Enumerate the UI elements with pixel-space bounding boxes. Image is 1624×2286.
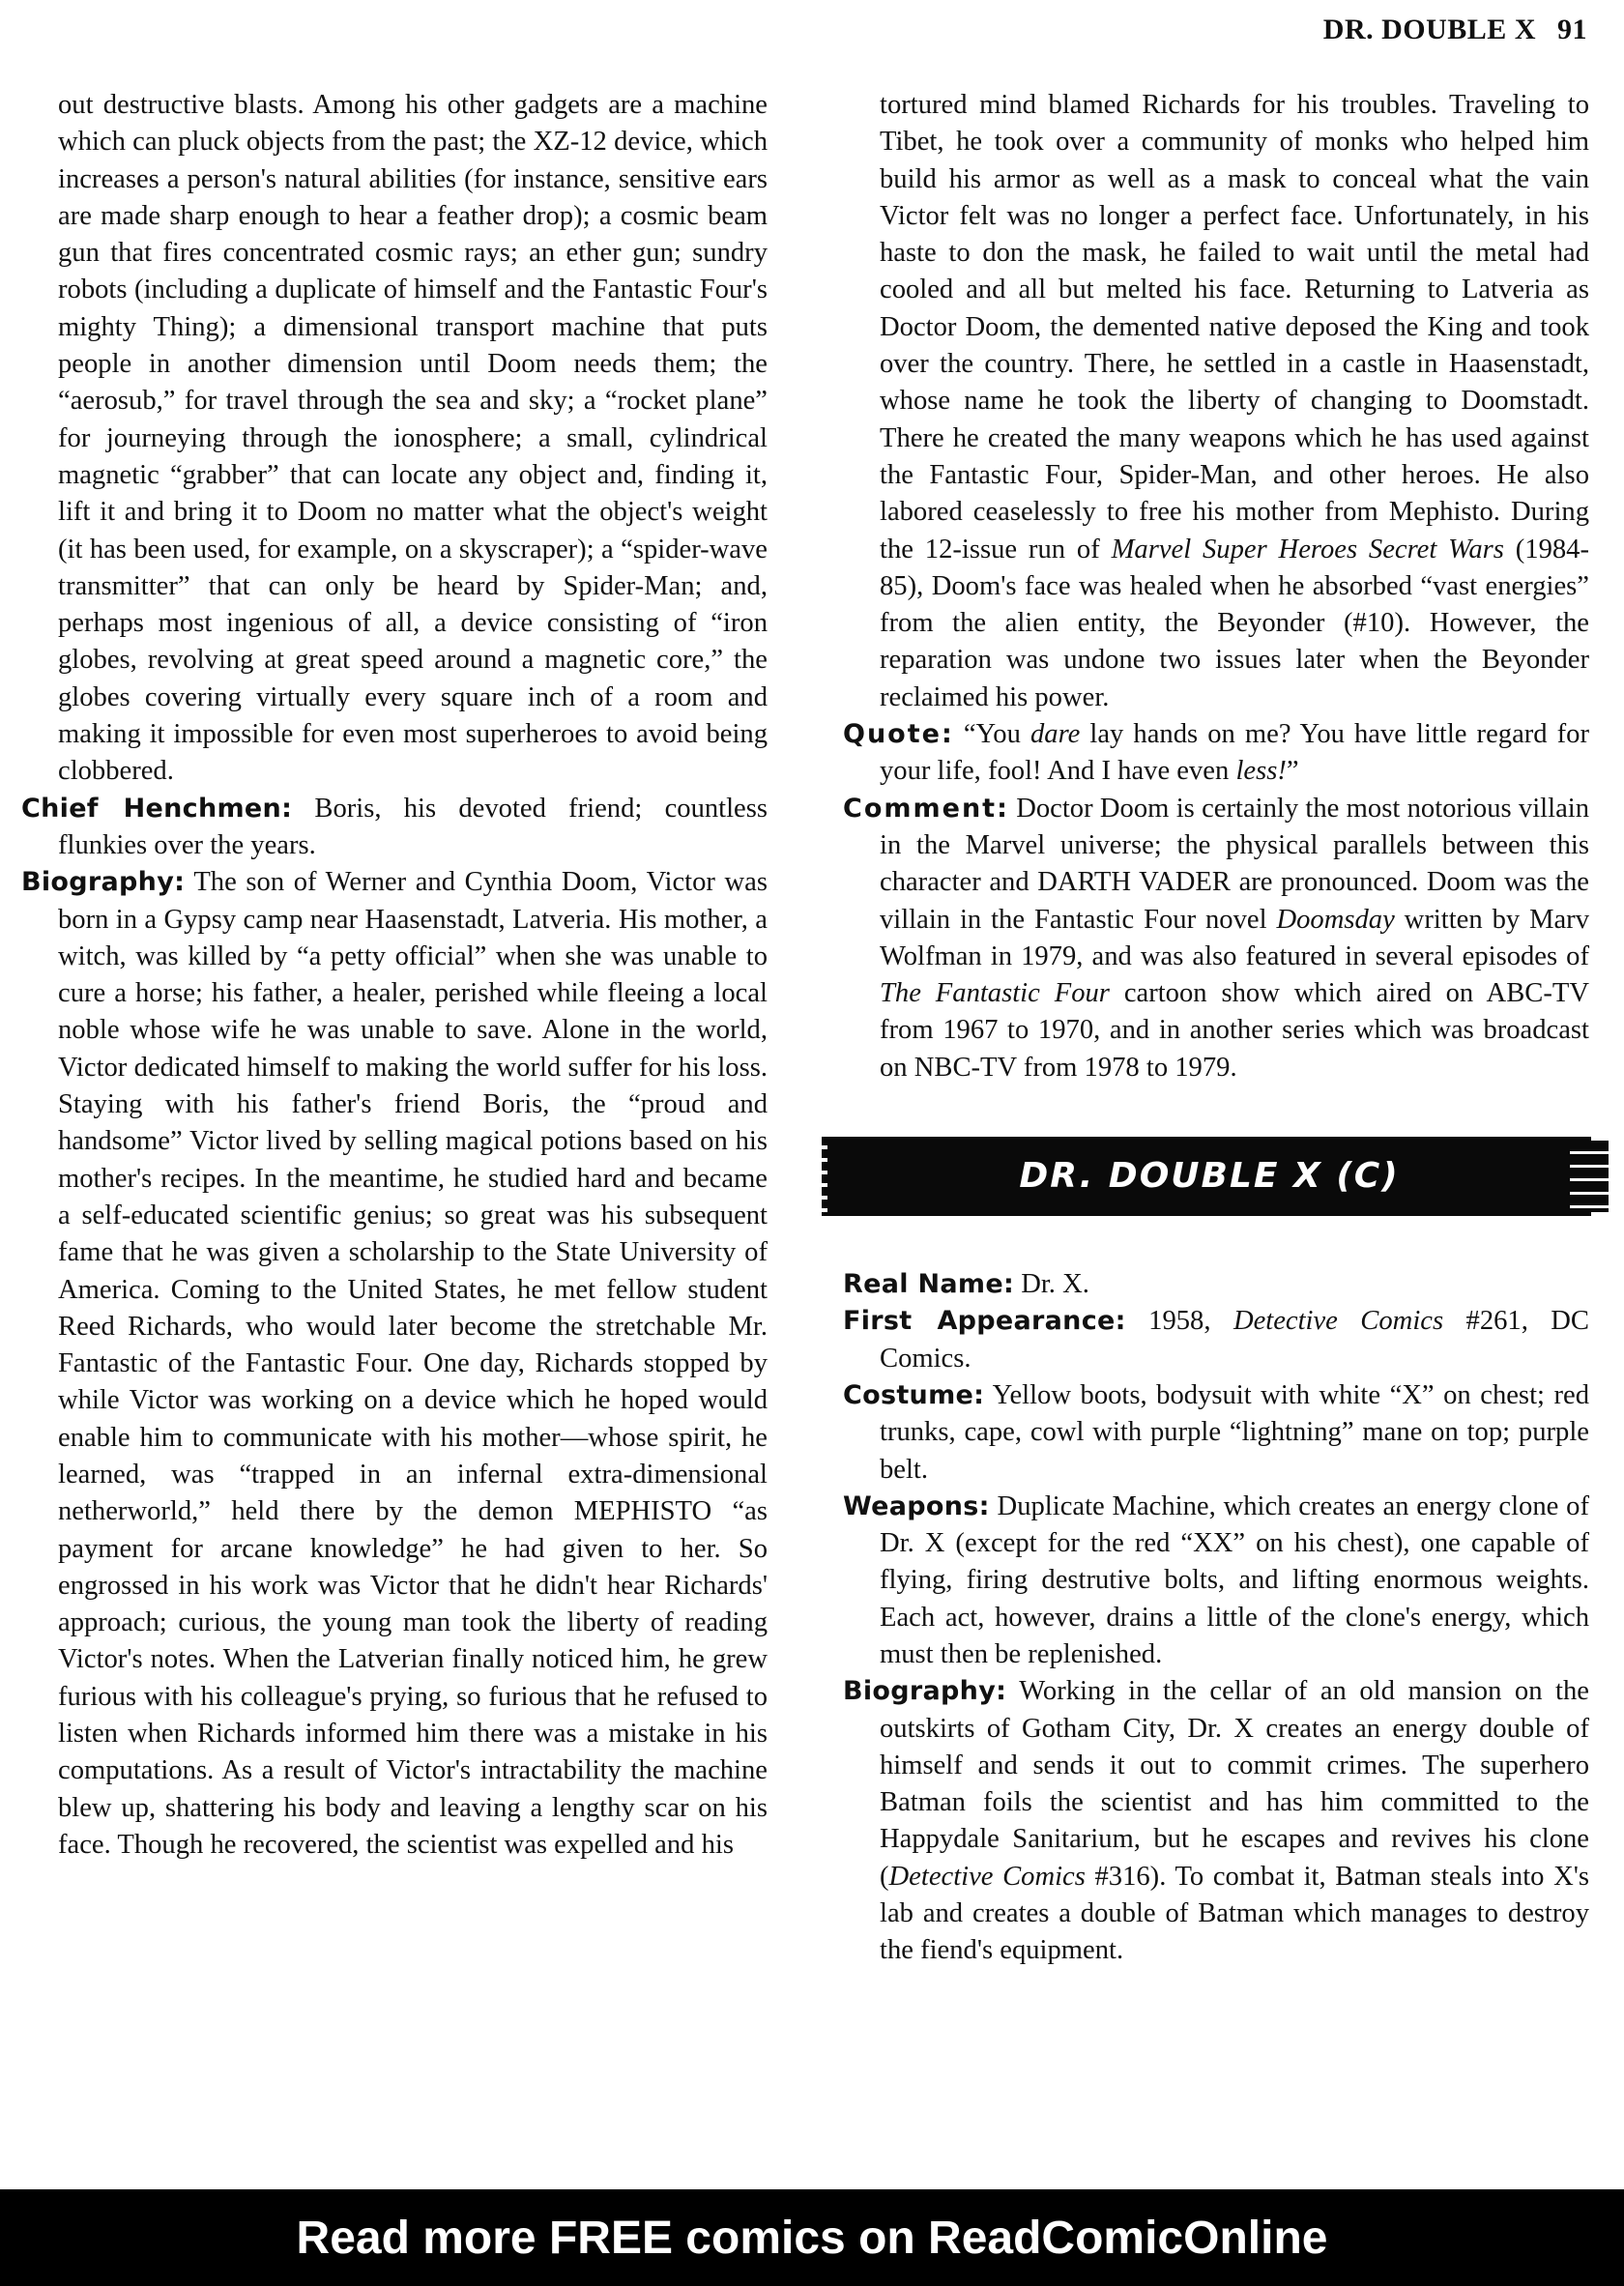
gadgets-continued-text: out destructive blasts. Among his other gadgets are a machine which can pluck objects from the past; the XZ-12 device, which increases a person's natural abilities (for instance, sensitive ears are made sharp enough to hear a feather drop); a cosmic beam gun that fires concentrated cosmic rays; an ether gun; sundry robots (including a duplicate of himself and the Fantastic Four's mighty Thing); a dimensional transport machine that puts people in another dimension until Doom needs them; the “aerosub,” for travel through the sea and sky; a “rocket plane” for journeying through the ionosphere; a small, cylindrical magnetic “grabber” that can locate any object and, finding it, lift it and bring it to Doom no matter what the object's weight (it has been used, for example, on a skyscraper); a “spider-wave transmitter” that can only be heard by Spider-Man; and, perhaps most ingenious of all, a device consisting of “iron globes, revolving at great speed around a magnetic core,” the globes covering virtually every square inch of a room and making it impossible for even most superheroes to avoid being clobbered. bbox=[58, 90, 768, 787]
brush-stroke-right bbox=[1570, 1141, 1609, 1212]
page-number: 91 bbox=[1557, 14, 1587, 45]
weapons-entry bbox=[843, 1489, 1589, 1673]
first-appearance-text: 1958, Detective Comics #261, DC Comics. bbox=[880, 1306, 1590, 1374]
chief-henchmen-text: Boris, his devoted friend; countless flunkies over the years. bbox=[58, 793, 768, 860]
dr-x-biography-entry bbox=[843, 1673, 1589, 1969]
dr-x-biography-label: Biography: bbox=[843, 1676, 1007, 1707]
italic-title: Detective Comics bbox=[888, 1861, 1086, 1892]
entry-title: DR. DOUBLE X (C) bbox=[1019, 1155, 1400, 1196]
weapons-label: Weapons: bbox=[843, 1490, 990, 1521]
first-appearance-label: First Appearance: bbox=[843, 1306, 1126, 1337]
footer-banner[interactable] bbox=[0, 2189, 1624, 2286]
entry-banner bbox=[843, 1119, 1589, 1245]
italic-title: Detective Comics bbox=[1232, 1306, 1444, 1337]
footer-link-text[interactable]: Read more FREE comics on ReadComicOnline bbox=[296, 2212, 1328, 2264]
running-head-title: DR. DOUBLE X bbox=[1322, 14, 1536, 45]
comment-label: Comment: bbox=[843, 793, 1009, 824]
comment-text: Doctor Doom is certainly the most notorious villain in the Marvel universe; the physical parallels between this character and DARTH VADER are pronounced. Doom was the villain in the Fantastic Four novel Doomsday written by Marv Wolfman in 1979, and was also featured in several episodes of The Fantastic Four cartoon show which aired on ABC-TV from 1967 to 1970, and in another series which was broadcast on NBC-TV from 1978 to 1979. bbox=[880, 793, 1590, 1083]
left-column bbox=[21, 87, 768, 1864]
italic-title: dare bbox=[1030, 719, 1081, 750]
quote-label: Quote: bbox=[843, 719, 954, 750]
biography-label: Biography: bbox=[21, 867, 186, 898]
right-column bbox=[843, 87, 1589, 1970]
first-appearance-entry bbox=[843, 1303, 1589, 1377]
biography-text: The son of Werner and Cynthia Doom, Victor was born in a Gypsy camp near Haasenstadt, Latveria. His mother, a witch, was killed by “a petty official” when she was unable to cure a horse; his father, a healer, perished while fleeing a local noble whose wife he was unable to save. Alone in the world, Victor dedicated himself to making the world suffer for his loss. Staying with his father's friend Boris, the “proud and handsome” Victor lived by selling magical potions based on his mother's recipes. In the meantime, he studied hard and became a self-educated scientific genius; so great was his subsequent fame that he was given a scholarship to the State University of America. Coming to the United States, he met fellow student Reed Richards, who would later become the stretchable Mr. Fantastic of the Fantastic Four. One day, Richards stopped by while Victor was working on a device which he hoped would enable him to communicate with his mother—whose spirit, he learned, was “trapped in an infernal extra-dimensional netherworld,” held there by the demon MEPHISTO “as payment for arcane knowledge” he had given to her. So engrossed in his work was Victor that he didn't hear Richards' approach; curious, the young man took the liberty of reading Victor's notes. When the Latverian finally noticed him, he grew furious with his colleague's prying, so furious that he refused to listen when Richards informed him there was a mistake in his computations. As a result of Victor's intractability the machine blew up, shattering his body and leaving a lengthy scar on his face. Though he recovered, the scientist was expelled and his bbox=[58, 867, 768, 1860]
biography-entry bbox=[21, 864, 768, 1864]
italic-title: less! bbox=[1235, 756, 1287, 787]
biography-continued-text: tortured mind blamed Richards for his troubles. Traveling to Tibet, he took over a community of monks who helped him build his armor as well as a mask to conceal what the vain Victor felt was no longer a perfect face. Unfortunately, in his haste to don the mask, he failed to wait until the metal had cooled and all but melted his face. Returning to Latveria as Doctor Doom, the demented native deposed the King and took over the country. There, he settled in a castle in Haasenstadt, whose name he took the liberty of changing to Doomstadt. There he created the many weapons which he has used against the Fantastic Four, Spider-Man, and other heroes. He also labored ceaselessly to free his mother from Mephisto. During the 12-issue run of Marvel Super Heroes Secret Wars (1984-85), Doom's face was healed when he absorbed “vast energies” from the alien entity, the Beyonder (#10). However, the reparation was undone two issues later when the Beyonder reclaimed his power. bbox=[880, 90, 1589, 712]
chief-henchmen-entry bbox=[21, 791, 768, 865]
real-name-entry bbox=[843, 1266, 1589, 1303]
italic-title: The Fantastic Four bbox=[880, 978, 1110, 1009]
real-name-text: Dr. X. bbox=[1014, 1269, 1089, 1300]
quote-entry bbox=[843, 716, 1589, 791]
italic-title: Doomsday bbox=[1276, 904, 1395, 935]
costume-text: Yellow boots, bodysuit with white “X” on chest; red trunks, cape, cowl with purple “lightning” mane on top; purple belt. bbox=[880, 1379, 1589, 1485]
costume-entry bbox=[843, 1377, 1589, 1489]
chief-henchmen-label: Chief Henchmen: bbox=[21, 793, 293, 824]
italic-title: Marvel Super Heroes Secret Wars bbox=[1111, 534, 1504, 564]
running-head bbox=[1323, 14, 1587, 46]
comment-entry bbox=[843, 791, 1589, 1086]
costume-label: Costume: bbox=[843, 1379, 985, 1410]
dr-x-biography-text: Working in the cellar of an old mansion on the outskirts of Gotham City, Dr. X creates an energy double of himself and sends it out to commit crimes. The superhero Batman foils the scientist and has him committed to the Happydale Sanitarium, but he escapes and revives his clone (Detective Comics #316). To combat it, Batman steals into X's lab and creates a double of Batman which manages to destroy the fiend's equipment. bbox=[880, 1676, 1589, 1966]
weapons-text: Duplicate Machine, which creates an energy clone of Dr. X (except for the red “XX” on his chest), one capable of flying, firing destrutive bolts, and lifting enormous weights. Each act, however, drains a little of the clone's energy, which must then be replenished. bbox=[880, 1490, 1589, 1669]
real-name-label: Real Name: bbox=[843, 1269, 1015, 1300]
banner-background bbox=[827, 1137, 1591, 1216]
quote-text: “You dare lay hands on me? You have little regard for your life, fool! And I have even less!” bbox=[880, 719, 1589, 787]
